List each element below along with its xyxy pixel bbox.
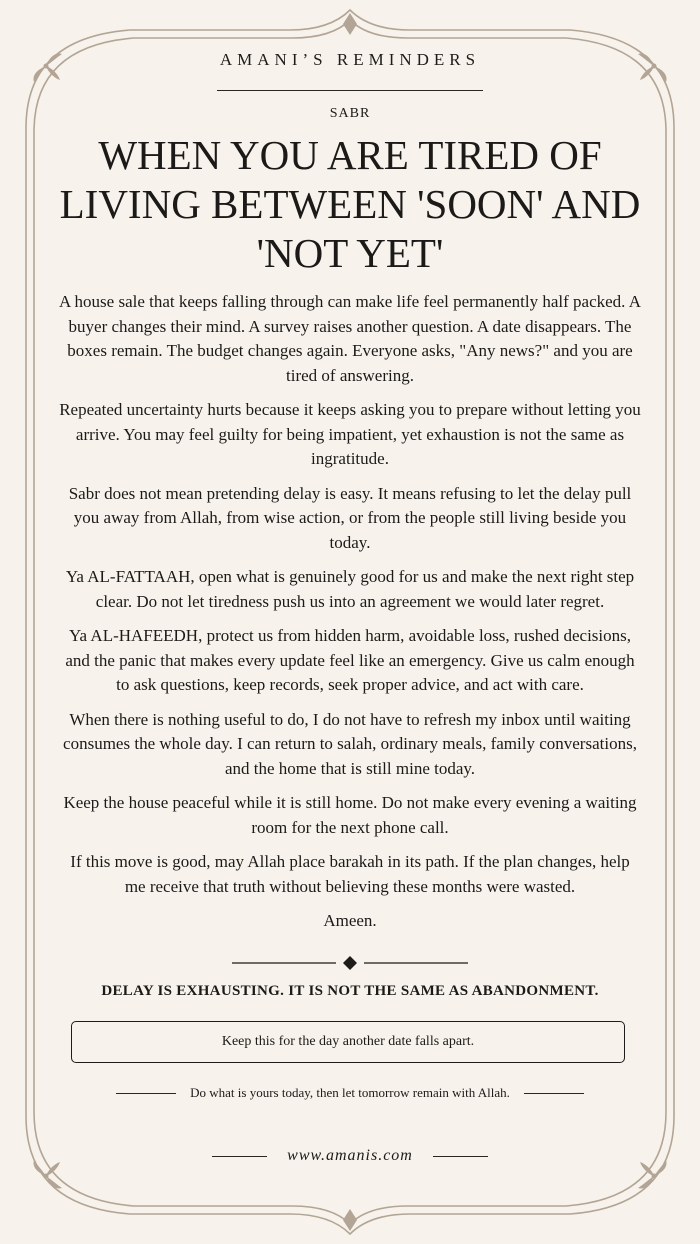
closing-rule-right bbox=[524, 1093, 584, 1094]
section-divider bbox=[0, 955, 700, 971]
keep-note-box: Keep this for the day another date falls apart. bbox=[71, 1021, 625, 1063]
tagline: DELAY IS EXHAUSTING. IT IS NOT THE SAME AS ABANDONMENT. bbox=[101, 983, 599, 999]
page-title: WHEN YOU ARE TIRED OF LIVING BETWEEN 'SOON' AND 'NOT YET' bbox=[59, 132, 641, 276]
brand-divider bbox=[217, 90, 483, 91]
closing-line bbox=[0, 1085, 700, 1101]
category-label: SABR bbox=[329, 106, 371, 121]
closing-rule-left bbox=[116, 1093, 176, 1094]
website-footer bbox=[0, 1147, 700, 1165]
website-link[interactable]: www.amanis.com bbox=[287, 1147, 413, 1164]
body-paragraph: Sabr does not mean pretending delay is easy. It means refusing to let the delay pull you away from Allah, from wise action, or from the people still living beside you today. bbox=[68, 483, 632, 552]
body-paragraph: Repeated uncertainty hurts because it keeps asking you to prepare without letting you arrive. You may feel guilty for being impatient, yet exhaustion is not the same as ingratitude. bbox=[59, 400, 641, 468]
body-paragraph: Keep the house peaceful while it is still home. Do not make every evening a waiting room for the next phone call. bbox=[63, 793, 637, 837]
website-rule-left bbox=[212, 1156, 267, 1157]
body-paragraph: A house sale that keeps falling through can make life feel permanently half packed. A buyer changes their mind. A survey raises another question. A date disappears. The boxes remain. The budget changes again. Everyone asks, "Any news?" and you are tired of answering. bbox=[58, 292, 642, 385]
body-paragraph: When there is nothing useful to do, I do not have to refresh my inbox until waiting consumes the whole day. I can return to salah, ordinary meals, family conversations, and the home that is still mine today. bbox=[63, 709, 637, 778]
diamond-ornament-icon bbox=[343, 1209, 357, 1231]
diamond-ornament-icon bbox=[343, 956, 357, 970]
reminder-body bbox=[58, 290, 642, 944]
brand-name: AMANI’S REMINDERS bbox=[219, 50, 481, 69]
diamond-ornament-icon bbox=[343, 13, 357, 35]
body-paragraph: Ameen. bbox=[323, 911, 377, 930]
body-paragraph: Ya AL-FATTAAH, open what is genuinely good for us and make the next right step clear. Do not let tiredness push us into an agreement we would later regret. bbox=[65, 567, 635, 611]
body-paragraph: Ya AL-HAFEEDH, protect us from hidden harm, avoidable loss, rushed decisions, and the panic that makes every update feel like an emergency. Give us calm enough to ask questions, keep records, seek proper advice, and act with care. bbox=[65, 626, 635, 694]
body-paragraph: If this move is good, may Allah place barakah in its path. If the plan changes, help me receive that truth without believing these months were wasted. bbox=[70, 852, 630, 896]
website-rule-right bbox=[433, 1156, 488, 1157]
closing-text: Do what is yours today, then let tomorrow remain with Allah. bbox=[190, 1085, 510, 1100]
